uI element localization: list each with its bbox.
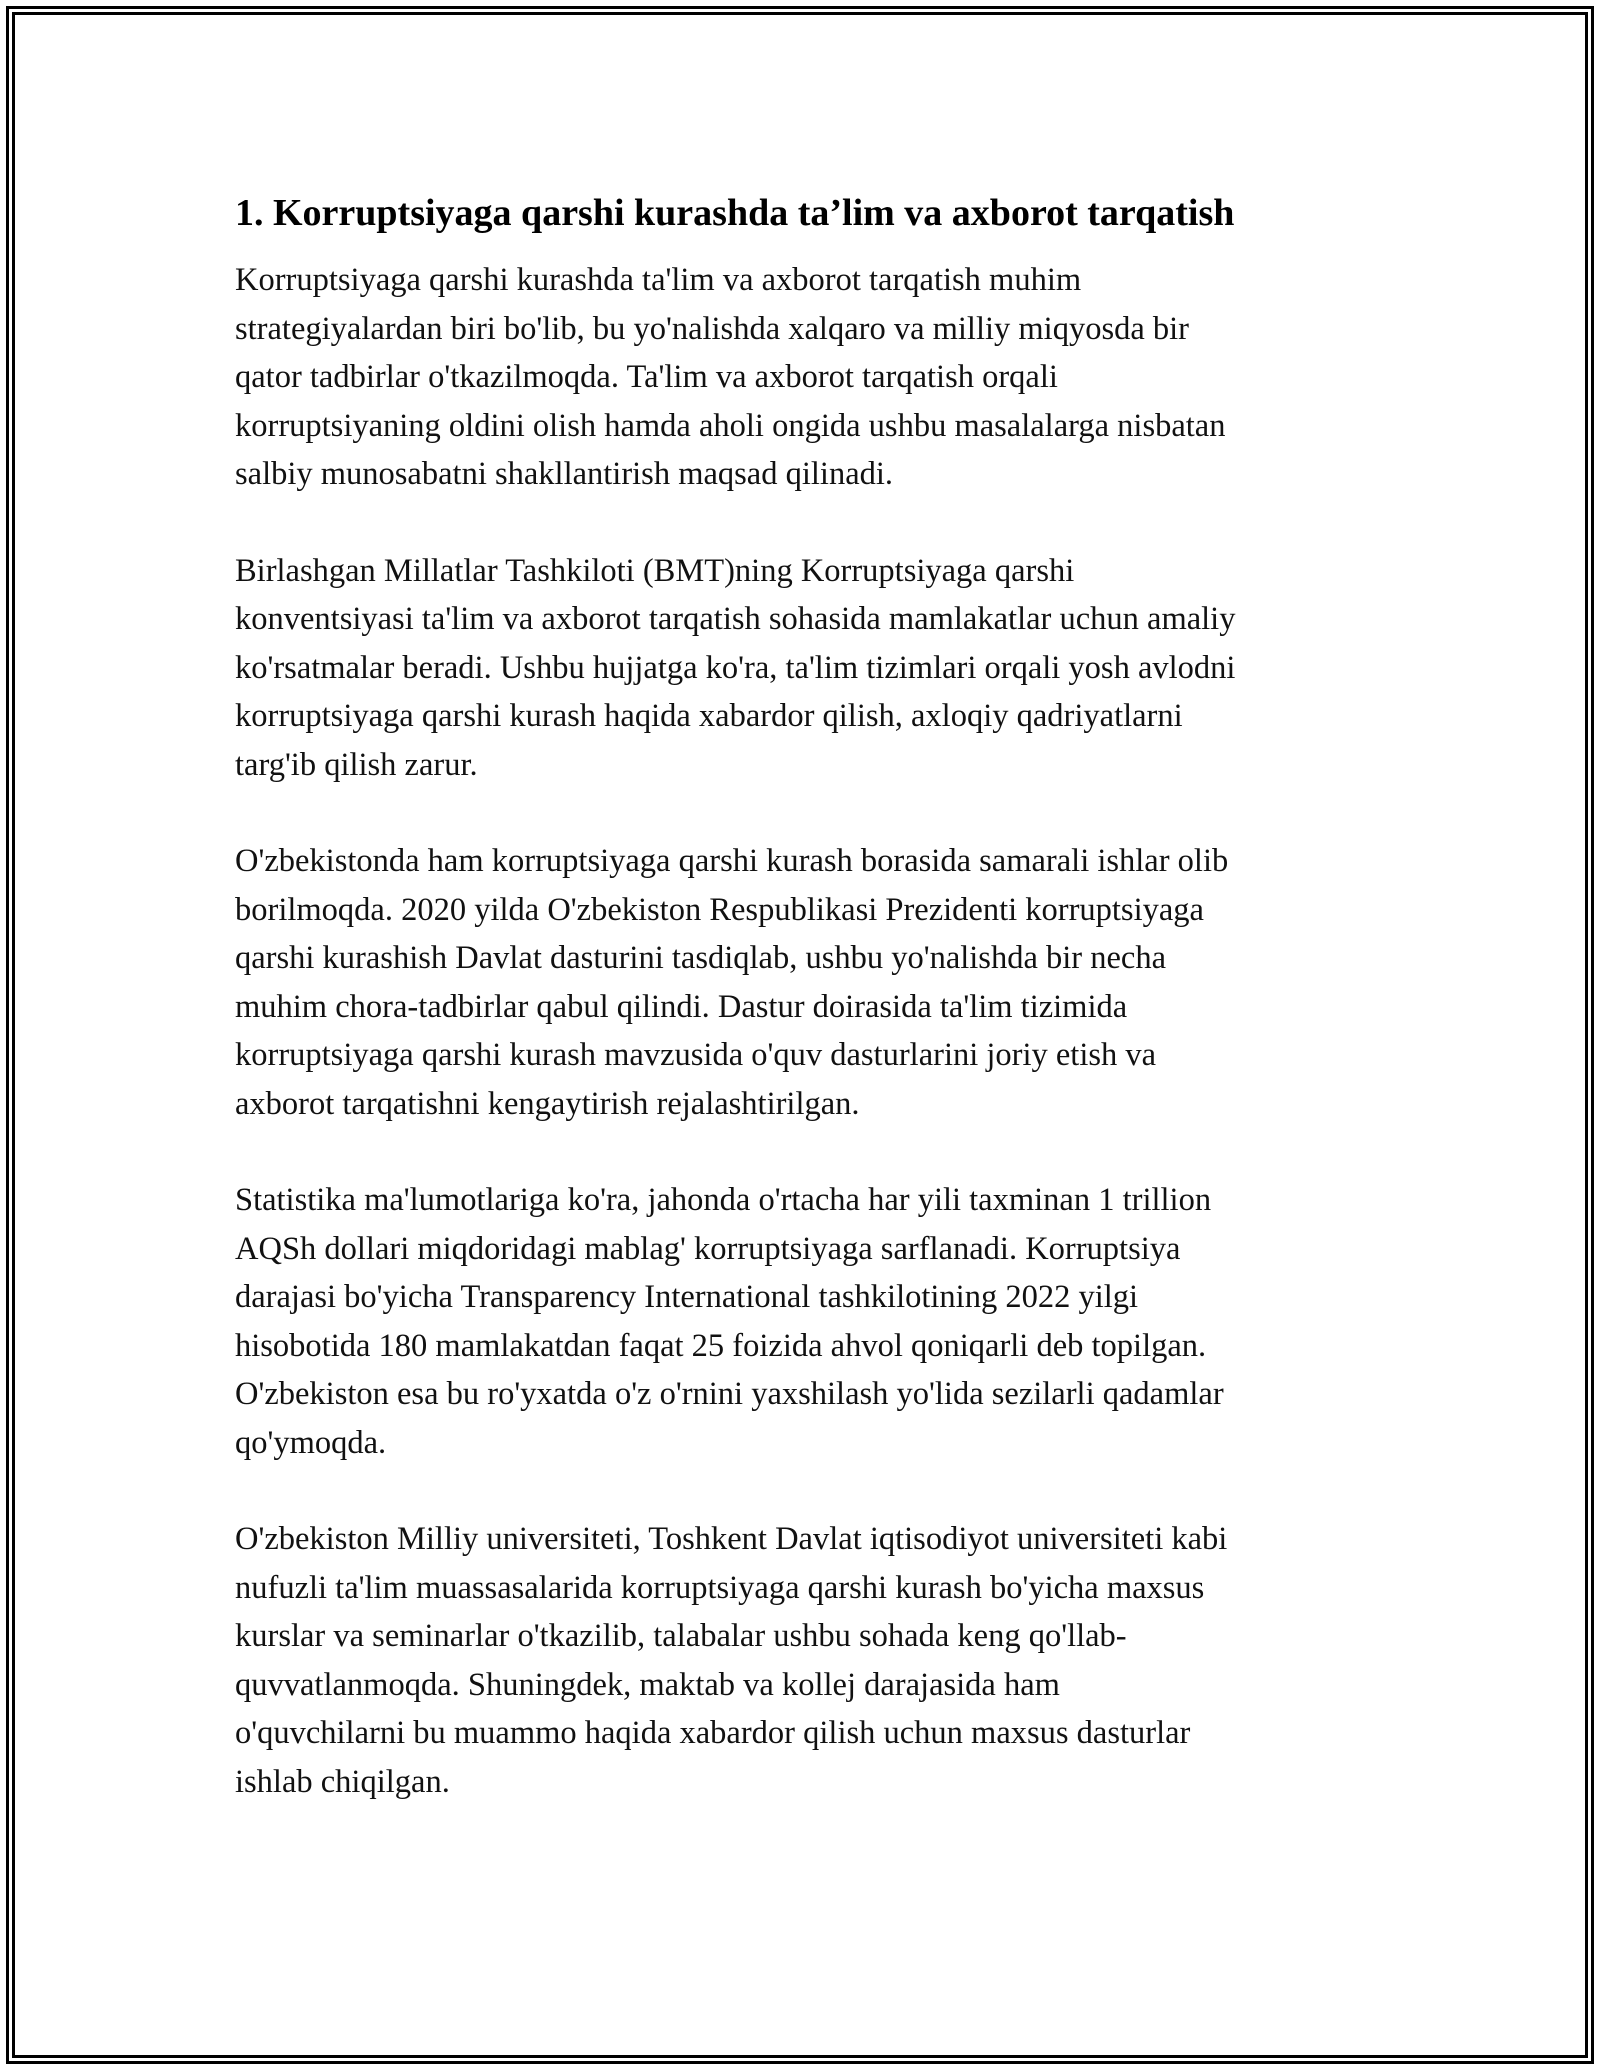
document-body: [235, 188, 1375, 1854]
paragraph-line: O'zbekiston Milliy universiteti, Toshkent Davlat iqtisodiyot universiteti kabi: [235, 1521, 1228, 1557]
paragraph-line: korruptsiyaning oldini olish hamda aholi ongida ushbu masalalarga nisbatan: [235, 407, 1226, 444]
paragraph-5: [235, 1515, 1375, 1806]
paragraph-line: nufuzli ta'lim muassasalarida korruptsiyaga qarshi kurash bo'yicha maxsus: [235, 1569, 1205, 1606]
paragraph-line: borilmoqda. 2020 yilda O'zbekiston Respublikasi Prezidenti korruptsiyaga: [235, 891, 1204, 928]
paragraph-line: korruptsiyaga qarshi kurash mavzusida o'quv dasturlarini joriy etish va: [235, 1037, 1157, 1073]
paragraph-line: Birlashgan Millatlar Tashkiloti (BMT)ning Korruptsiyaga qarshi: [235, 552, 1075, 589]
paragraph-line: ishlab chiqilgan.: [235, 1763, 450, 1800]
paragraph-line: hisobotida 180 mamlakatdan faqat 25 foizida ahvol qoniqarli deb topilgan.: [235, 1327, 1207, 1364]
paragraph-line: O'zbekiston esa bu ro'yxatda o'z o'rnini yaxshilash yo'lida sezilarli qadamlar: [235, 1376, 1224, 1412]
paragraph-3: [235, 837, 1375, 1128]
paragraph-line: korruptsiyaga qarshi kurash haqida xabardor qilish, axloqiy qadriyatlarni: [235, 698, 1183, 734]
paragraph-line: qarshi kurashish Davlat dasturini tasdiqlab, ushbu yo'nalishda bir necha: [235, 940, 1167, 976]
paragraph-line: muhim chora-tadbirlar qabul qilindi. Dastur doirasida ta'lim tizimida: [235, 988, 1128, 1025]
paragraph-line: axborot tarqatishni kengaytirish rejalashtirilgan.: [235, 1085, 860, 1122]
paragraph-line: konventsiyasi ta'lim va axborot tarqatish sohasida mamlakatlar uchun amaliy: [235, 601, 1236, 637]
paragraph-line: darajasi bo'yicha Transparency International tashkilotining 2022 yilgi: [235, 1279, 1139, 1315]
paragraph-line: Statistika ma'lumotlariga ko'ra, jahonda o'rtacha har yili taxminan 1 trillion: [235, 1182, 1212, 1218]
paragraph-line: AQSh dollari miqdoridagi mablag' korruptsiyaga sarflanadi. Korruptsiya: [235, 1230, 1181, 1267]
paragraph-line: O'zbekistonda ham korruptsiyaga qarshi kurash borasida samarali ishlar olib: [235, 843, 1229, 879]
paragraph-line: salbiy munosabatni shakllantirish maqsad qilinadi.: [235, 456, 894, 492]
paragraph-line: targ'ib qilish zarur.: [235, 746, 478, 783]
paragraph-line: qator tadbirlar o'tkazilmoqda. Ta'lim va axborot tarqatish orqali: [235, 359, 1058, 395]
paragraph-line: qo'ymoqda.: [235, 1424, 387, 1461]
section-heading: 1. Korruptsiyaga qarshi kurashda ta’lim va axborot tarqatish: [235, 192, 1235, 234]
paragraph-4: [235, 1176, 1375, 1467]
paragraph-line: ko'rsatmalar beradi. Ushbu hujjatga ko'ra, ta'lim tizimlari orqali yosh avlodni: [235, 649, 1236, 686]
paragraph-line: kurslar va seminarlar o'tkazilib, talabalar ushbu sohada keng qo'llab-: [235, 1618, 1127, 1654]
paragraph-line: Korruptsiyaga qarshi kurashda ta'lim va axborot tarqatish muhim: [235, 262, 1082, 298]
paragraph-2: [235, 547, 1375, 790]
paragraph-line: o'quvchilarni bu muammo haqida xabardor qilish uchun maxsus dasturlar: [235, 1715, 1191, 1751]
paragraph-line: strategiyalardan biri bo'lib, bu yo'nalishda xalqaro va milliy miqyosda bir: [235, 310, 1190, 347]
paragraph-line: quvvatlanmoqda. Shuningdek, maktab va kollej darajasida ham: [235, 1666, 1060, 1703]
paragraph-1: [235, 256, 1375, 499]
